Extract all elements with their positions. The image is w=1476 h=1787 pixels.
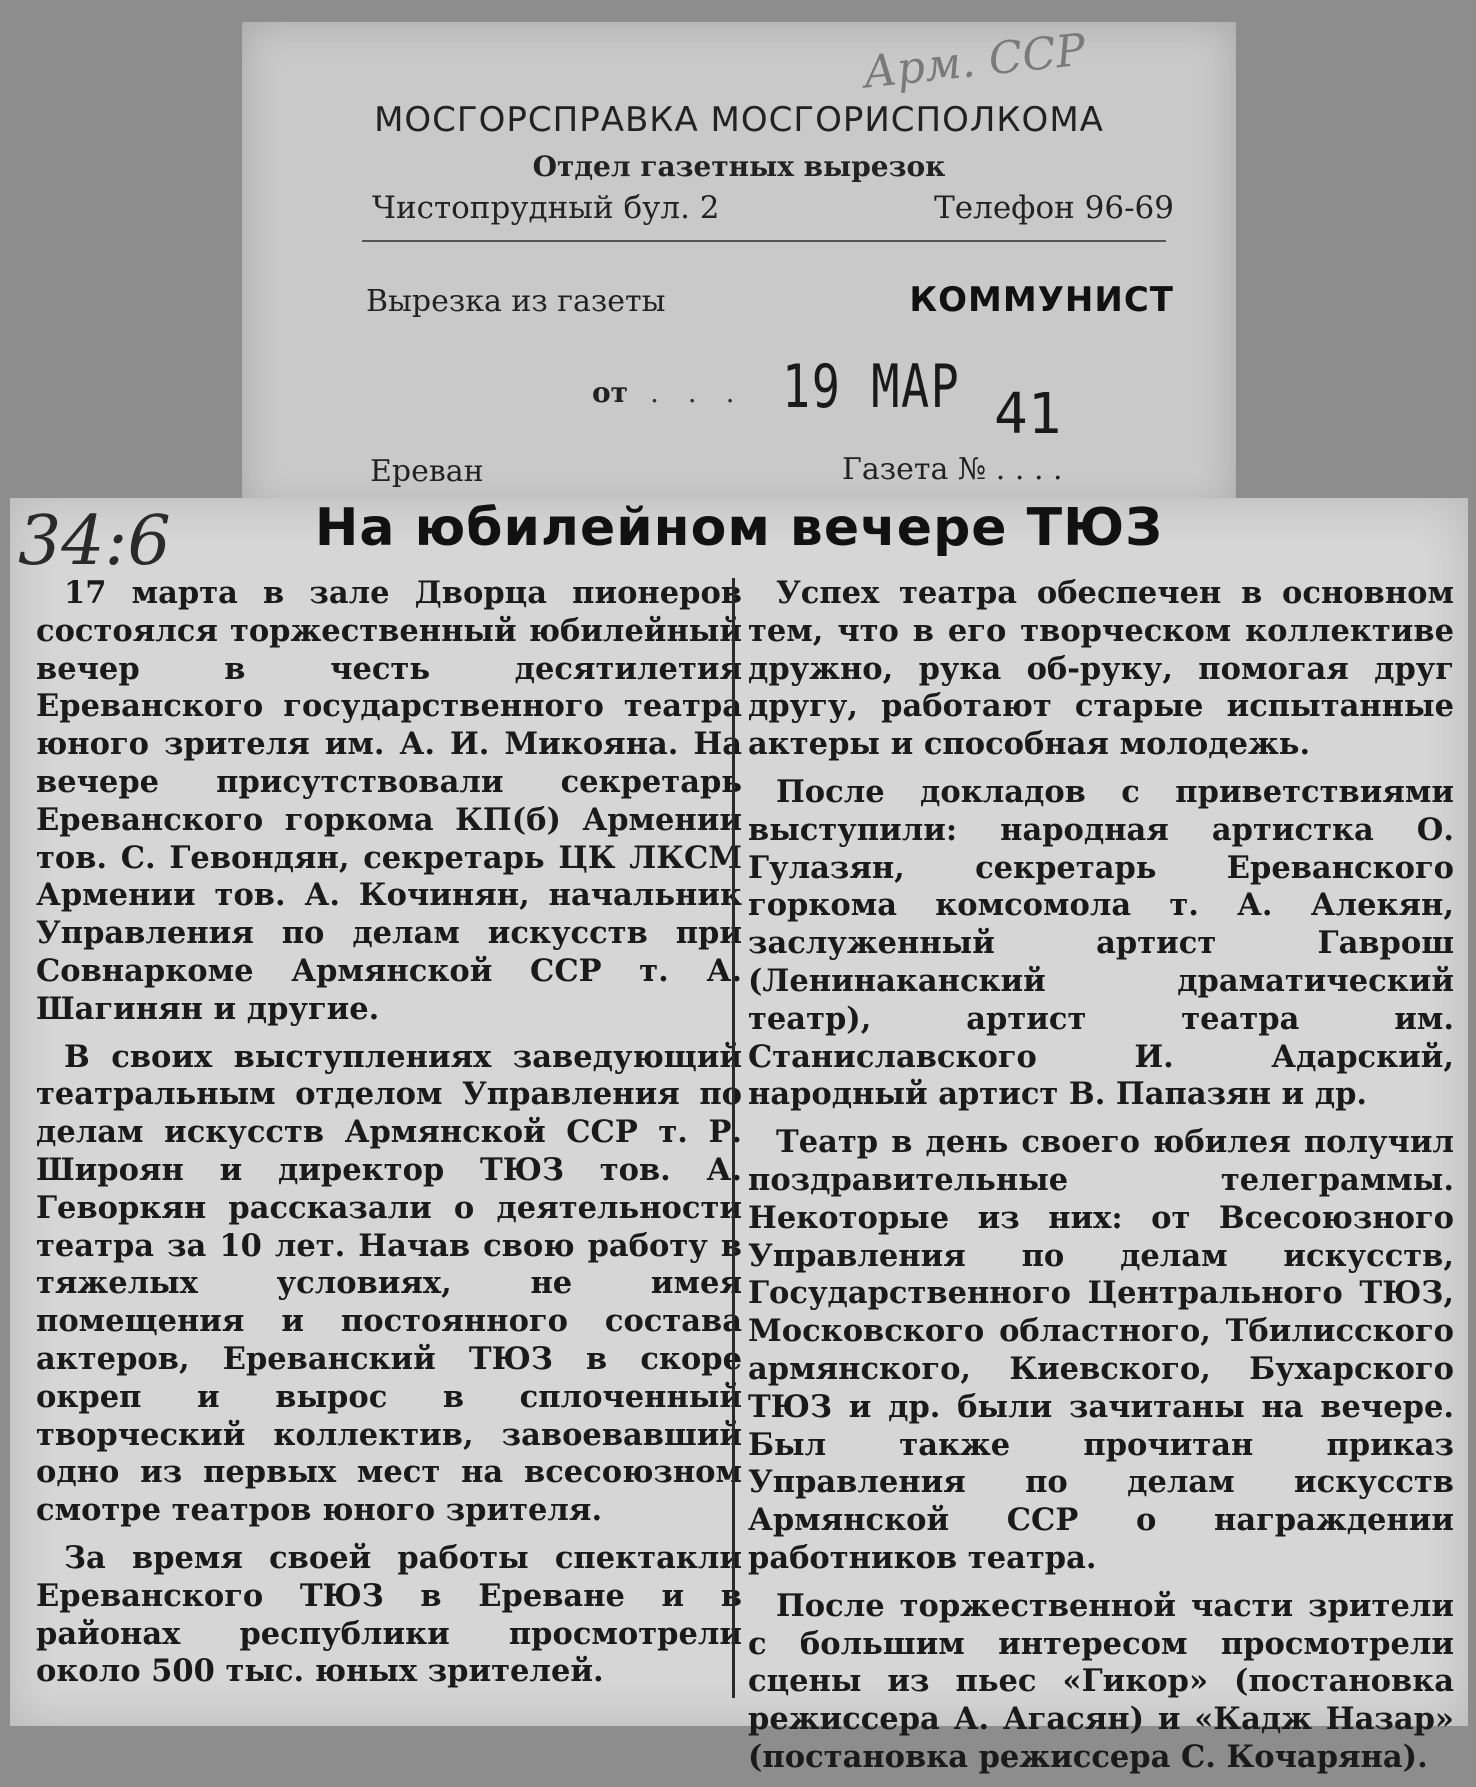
issue-label: Газета № . . . . <box>842 452 1063 487</box>
article-headline: На юбилейном вечере ТЮЗ <box>314 498 1164 558</box>
agency-phone: Телефон 96-69 <box>934 190 1174 226</box>
date-stamp: 19 МАР <box>782 352 961 422</box>
column-divider <box>732 578 735 1698</box>
date-stamp-year: 41 <box>994 382 1062 447</box>
newspaper-name: КОММУНИСТ <box>909 280 1174 320</box>
handwritten-note: Арм. ССР <box>861 24 1089 99</box>
date-label: от <box>592 376 629 409</box>
clipping-service-card <box>242 22 1236 512</box>
city-label: Ереван <box>370 454 484 489</box>
clipping-label: Вырезка из газеты <box>366 284 666 319</box>
paragraph: За время своей работы спектакли Ереванского ТЮЗ в Ереване и в районах республики просмотрели около 500 тыс. юных зрителей. <box>36 1539 742 1690</box>
paragraph: После докладов с приветствиями выступили: народная артистка О. Гулазян, секретарь Ереванского горкома комсомола т. А. Алекян, заслуженный артист Гаврош (Ленинаканский драматический театр), артист театра им. Станиславского И. Адарский, народный артист В. Папазян и др. <box>748 773 1454 1113</box>
article-left-column <box>36 575 742 1701</box>
paragraph: Театр в день своего юбилея получил поздравительные телеграммы. Некоторые из них: от Всесоюзного Управления по делам искусств, Государственного Центрального ТЮЗ, Московского областного, Тбилисского армянского, Киевского, Бухарского ТЮЗ и др. были зачитаны на вечере. Был также прочитан приказ Управления по делам искусств Армянской ССР о награждении работников театра. <box>748 1124 1454 1576</box>
agency-name: МОСГОРСПРАВКА МОСГОРИСПОЛКОМА <box>374 100 1104 140</box>
article-right-column <box>748 575 1454 1787</box>
agency-address: Чистопрудный бул. 2 <box>372 190 720 226</box>
handwritten-number: 34:6 <box>18 502 171 581</box>
paragraph: 17 марта в зале Дворца пионеров состоялся торжественный юбилейный вечер в честь десятилетия Ереванского государственного театра юного зрителя им. А. И. Микояна. На вечере присутствовали секретарь Ереванского горкома КП(б) Армении тов. С. Гевондян, секретарь ЦК ЛКСМ Армении тов. А. Кочинян, начальник Управления по делам искусств при Совнаркоме Армянской ССР т. А. Шагинян и другие. <box>36 575 742 1027</box>
date-dots: . . . <box>650 376 745 409</box>
paragraph: В своих выступлениях заведующий театральным отделом Управления по делам искусств Армянской ССР т. Р. Широян и директор ТЮЗ тов. А. Геворкян рассказали о деятельности театра за 10 лет. Начав свою работу в тяжелых условиях, не имея помещения и постоянного состава актеров, Ереванский ТЮЗ в скоре окреп и вырос в сплоченный творческий коллектив, завоевавший одно из первых мест на всесоюзном смотре театров юного зрителя. <box>36 1038 742 1529</box>
department-name: Отдел газетных вырезок <box>532 150 946 183</box>
paragraph: После торжественной части зрители с большим интересом просмотрели сцены из пьес «Гикор» (постановка режиссера А. Агасян) и «Кадж Назар» (постановка режиссера С. Кочаряна). <box>748 1587 1454 1775</box>
card-divider <box>362 240 1166 242</box>
paragraph: Успех театра обеспечен в основном тем, что в его творческом коллективе дружно, рука об-руку, помогая друг другу, работают старые испытанные актеры и способная молодежь. <box>748 575 1454 763</box>
newspaper-clipping <box>10 498 1468 1775</box>
